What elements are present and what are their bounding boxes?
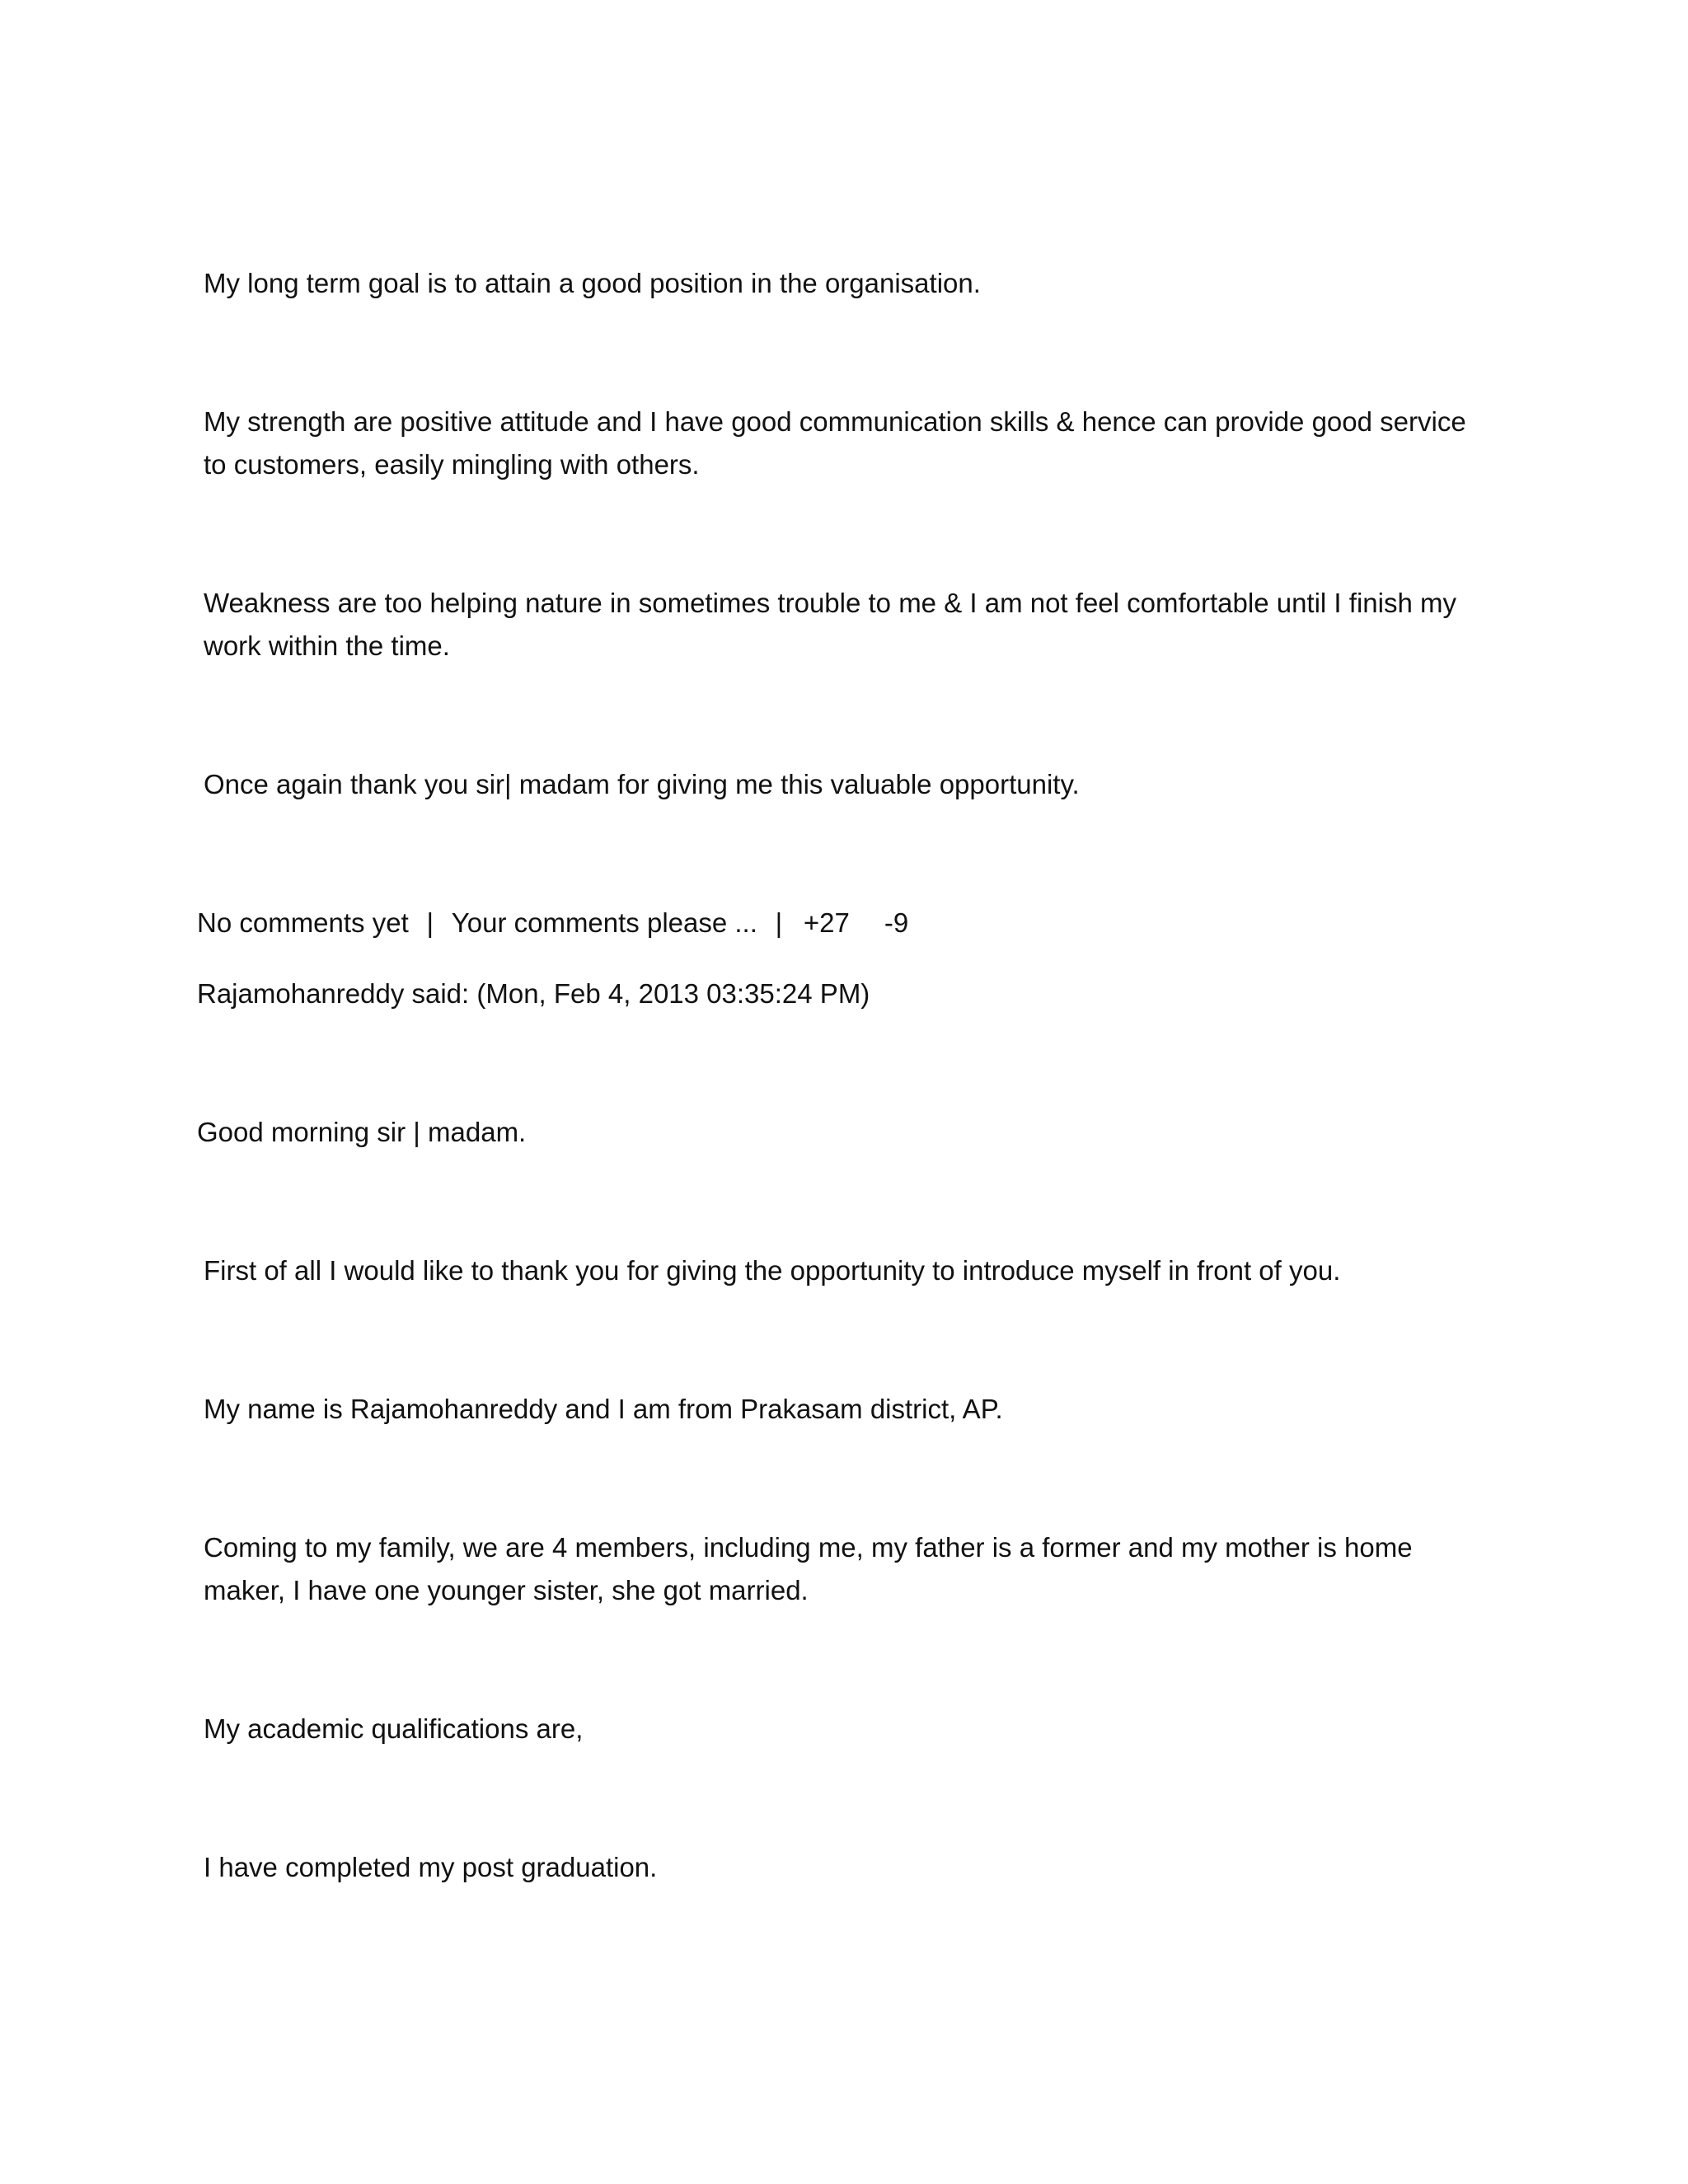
separator: |	[775, 907, 783, 938]
strength-paragraph: My strength are positive attitude and I have good communication skills & hence can provide good service to customers, easily mingling with others.	[204, 406, 1466, 480]
post-author-line: Rajamohanreddy said: (Mon, Feb 4, 2013 03:35:24 PM)	[197, 978, 870, 1009]
no-comments-label: No comments yet	[197, 907, 409, 938]
long-term-goal-paragraph: My long term goal is to attain a good position in the organisation.	[204, 268, 981, 298]
weakness-paragraph: Weakness are too helping nature in sometimes trouble to me & I am not feel comfortable until I finish my work within the time.	[204, 588, 1456, 661]
academic-paragraph: My academic qualifications are,	[204, 1713, 584, 1744]
vote-down-button[interactable]: -9	[884, 907, 909, 938]
thanks-paragraph: Once again thank you sir| madam for giving me this valuable opportunity.	[204, 769, 1080, 799]
name-paragraph: My name is Rajamohanreddy and I am from Prakasam district, AP.	[204, 1394, 1003, 1424]
intro-paragraph: First of all I would like to thank you for giving the opportunity to introduce myself in front of you.	[204, 1255, 1341, 1286]
post-graduation-paragraph: I have completed my post graduation.	[204, 1852, 658, 1882]
comment-bar	[197, 902, 1483, 944]
separator: |	[426, 907, 434, 938]
greeting-paragraph: Good morning sir | madam.	[197, 1117, 527, 1147]
family-paragraph: Coming to my family, we are 4 members, including me, my father is a former and my mother is home maker, I have one younger sister, she got married.	[204, 1532, 1413, 1605]
your-comments-link[interactable]: Your comments please ...	[451, 907, 757, 938]
vote-up-button[interactable]: +27	[803, 907, 850, 938]
